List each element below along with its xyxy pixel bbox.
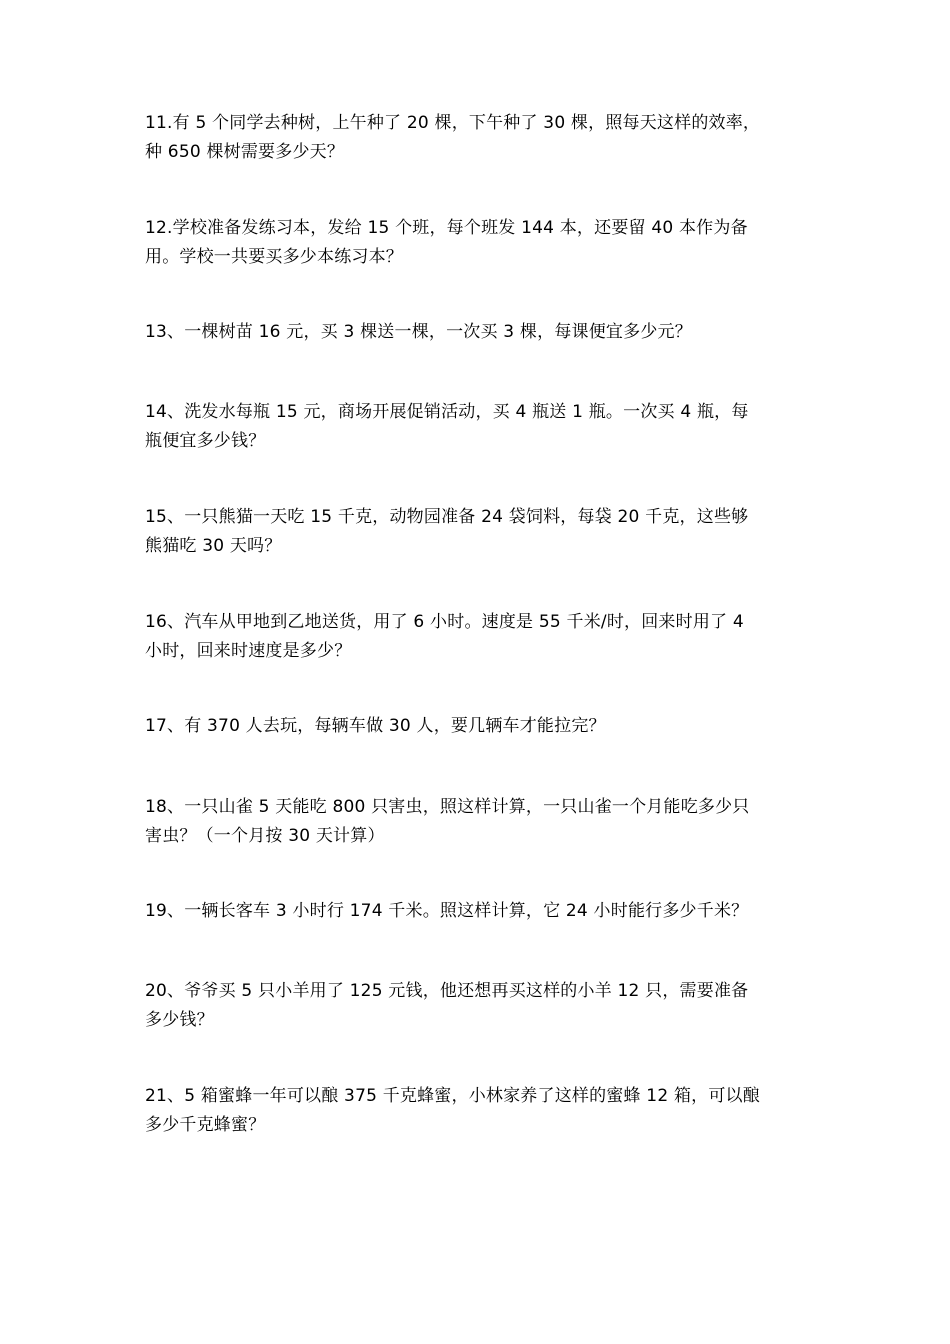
problem-line: 11.有 5 个同学去种树，上午种了 20 棵，下午种了 30 棵，照每天这样的效率，: [145, 113, 761, 133]
problem-line: 19、一辆长客车 3 小时行 174 千米。照这样计算，它 24 小时能行多少千米？: [145, 901, 749, 921]
problem-line: 用。学校一共要买多少本练习本？: [145, 247, 403, 267]
problem-line: 种 650 棵树需要多少天？: [145, 142, 345, 162]
problem-line: 12.学校准备发练习本，发给 15 个班，每个班发 144 本，还要留 40 本作为备: [145, 218, 748, 238]
problem-line: 16、汽车从甲地到乙地送货，用了 6 小时。速度是 55 千米/时，回来时用了 4: [145, 612, 744, 632]
problem-16: [145, 608, 810, 666]
problem-12: [145, 214, 810, 272]
problem-15: [145, 503, 810, 561]
problem-20: [145, 977, 810, 1035]
problem-13: [145, 318, 810, 347]
problem-line: 13、一棵树苗 16 元，买 3 棵送一棵，一次买 3 棵，每课便宜多少元？: [145, 322, 692, 342]
problem-line: 14、洗发水每瓶 15 元，商场开展促销活动，买 4 瓶送 1 瓶。一次买 4 瓶，每: [145, 402, 749, 422]
problem-11: [145, 109, 810, 167]
problem-line: 多少钱？: [145, 1010, 214, 1030]
problem-line: 瓶便宜多少钱？: [145, 431, 266, 451]
problem-line: 18、一只山雀 5 天能吃 800 只害虫，照这样计算，一只山雀一个月能吃多少只: [145, 797, 750, 817]
problem-line: 多少千克蜂蜜？: [145, 1115, 266, 1135]
problem-line: 15、一只熊猫一天吃 15 千克，动物园准备 24 袋饲料，每袋 20 千克，这些够: [145, 507, 749, 527]
problem-19: [145, 897, 810, 926]
problem-line: 小时，回来时速度是多少？: [145, 641, 352, 661]
problem-line: 20、爷爷买 5 只小羊用了 125 元钱，他还想再买这样的小羊 12 只，需要准备: [145, 981, 749, 1001]
problem-line: 17、有 370 人去玩，每辆车做 30 人，要几辆车才能拉完？: [145, 716, 606, 736]
problem-17: [145, 712, 810, 741]
problem-line: 21、5 箱蜜蜂一年可以酿 375 千克蜂蜜，小林家养了这样的蜜蜂 12 箱，可以酿: [145, 1086, 760, 1106]
problem-18: [145, 793, 810, 851]
problem-21: [145, 1082, 810, 1140]
problem-14: [145, 398, 810, 456]
problem-line: 熊猫吃 30 天吗？: [145, 536, 282, 556]
problem-line: 害虫？（一个月按 30 天计算）: [145, 826, 385, 846]
